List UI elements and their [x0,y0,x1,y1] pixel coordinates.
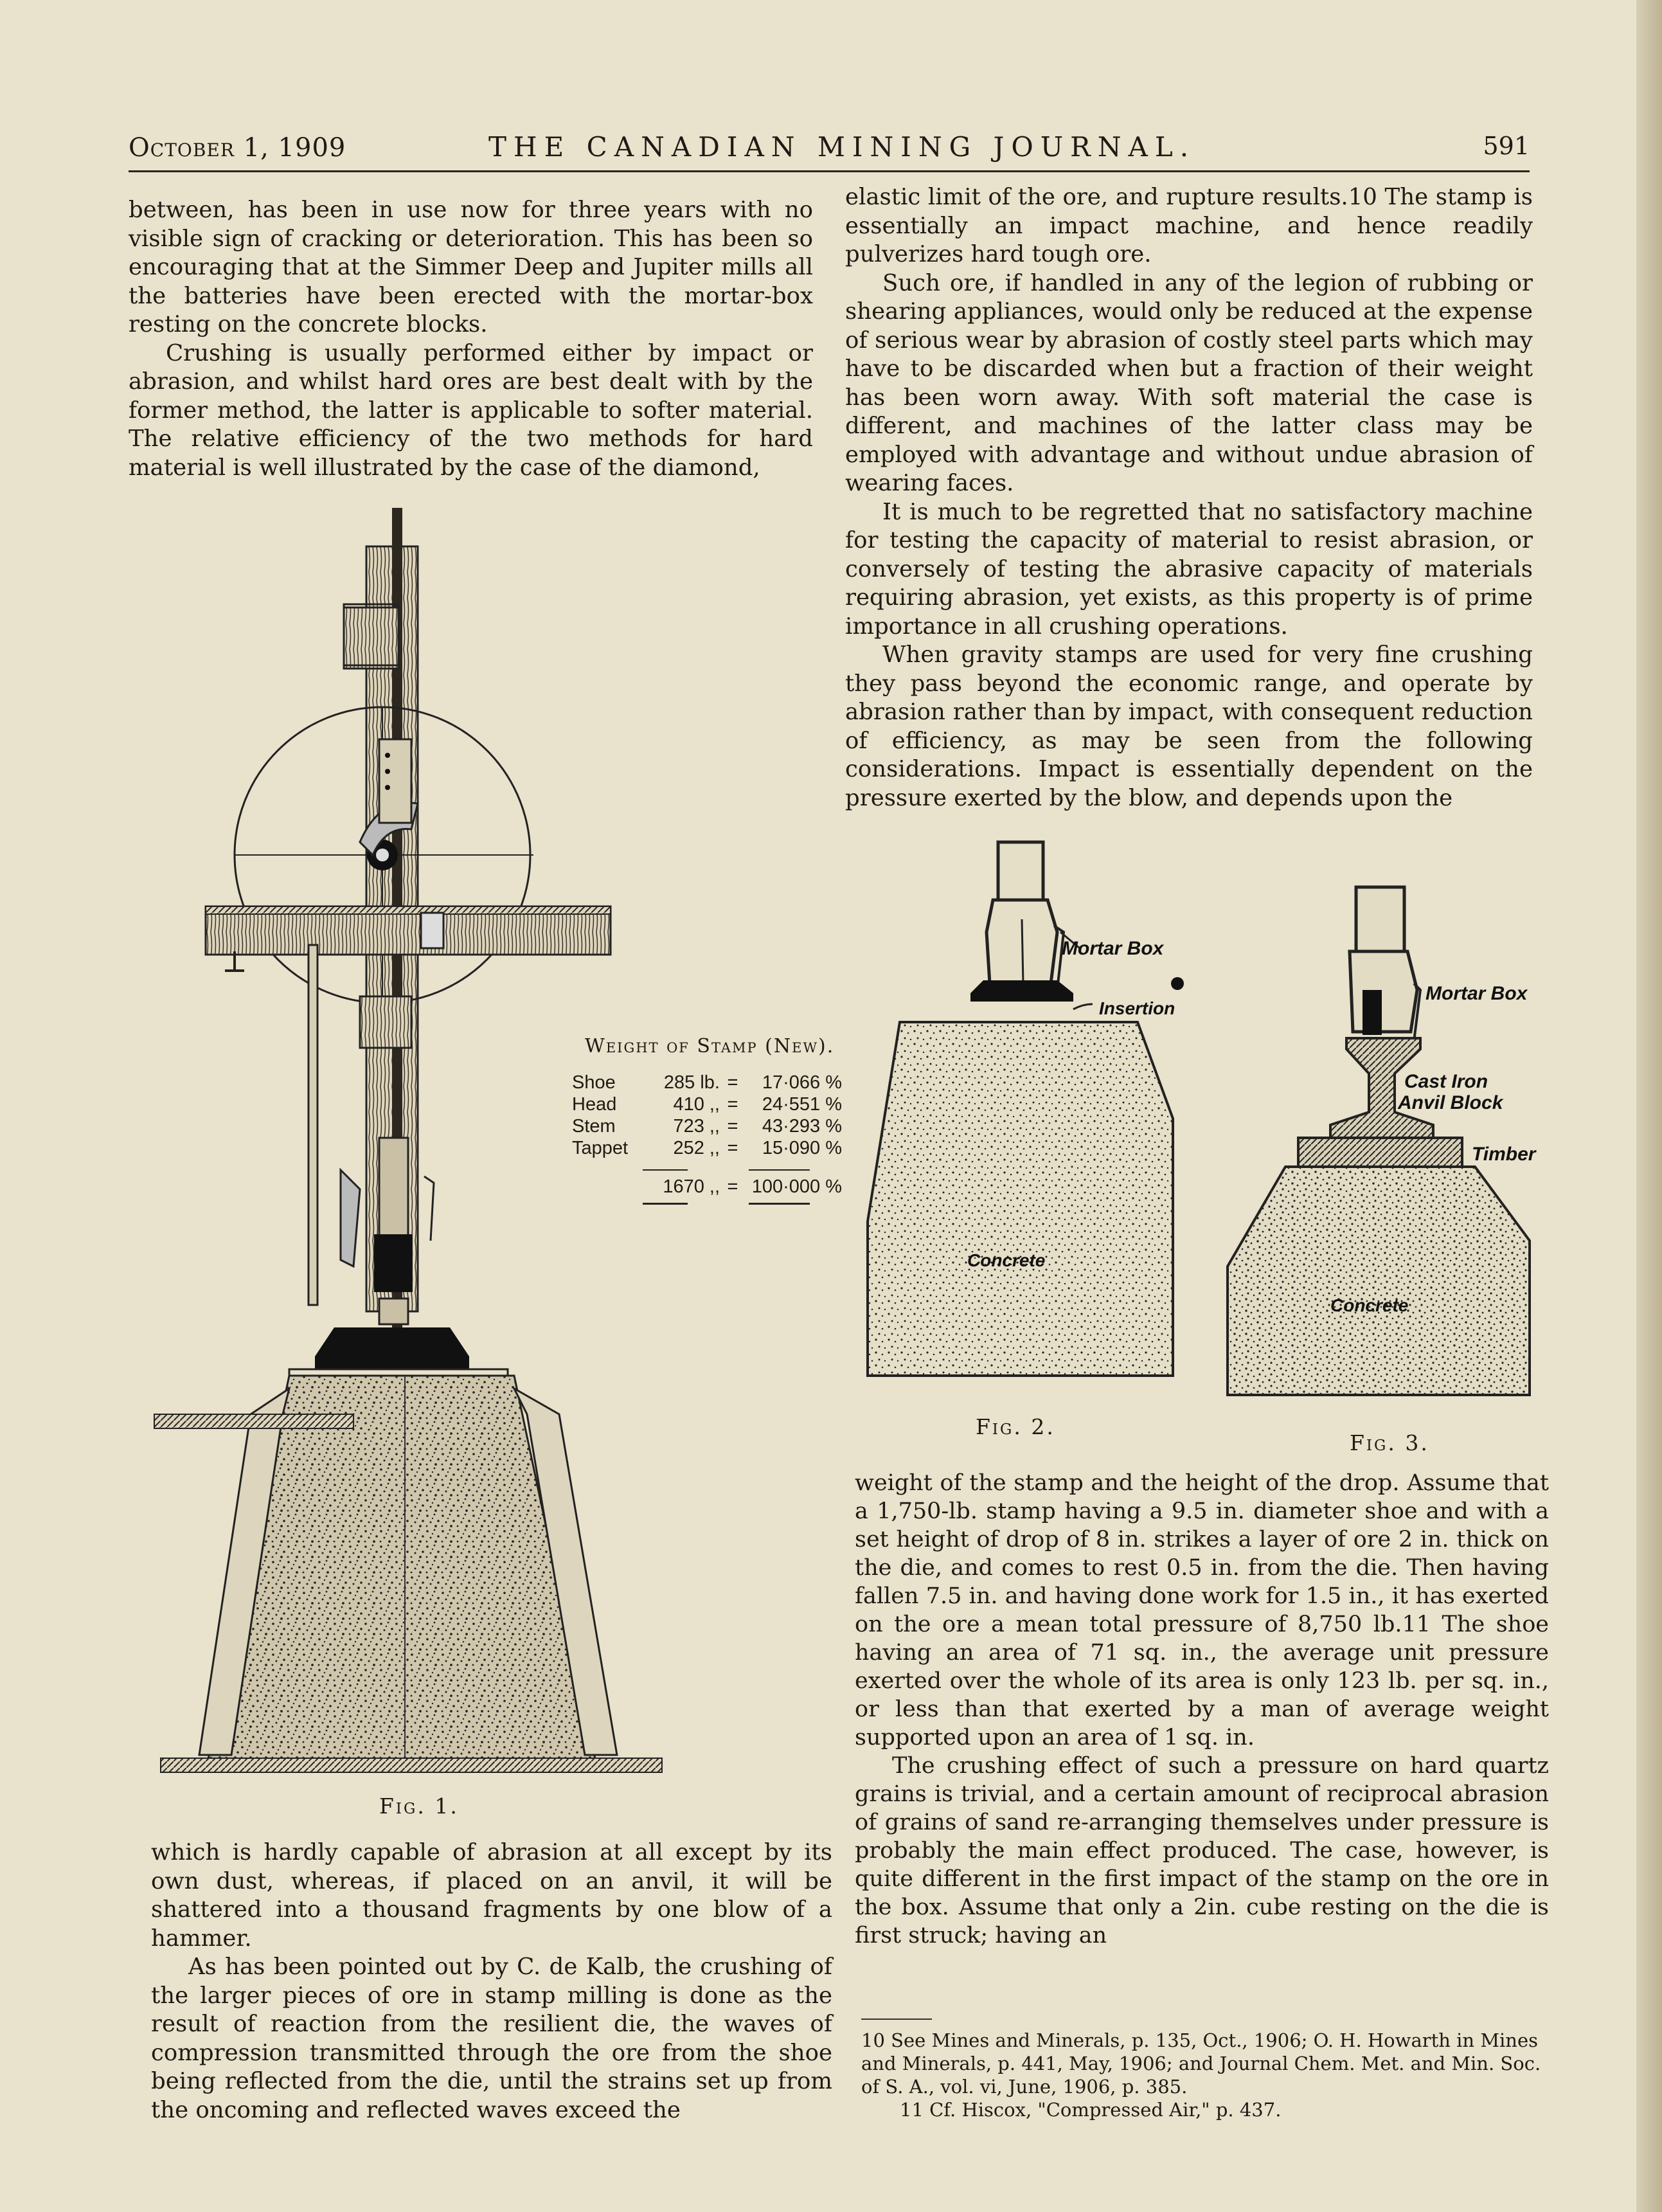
footnote-rule [861,2019,932,2020]
fig3-timber-label: Timber [1472,1144,1536,1165]
part-percent: 43·293 % [762,1116,842,1137]
equals-sign: = [727,1176,738,1197]
running-header [129,112,1530,172]
left-column-top-text [129,196,813,482]
part-name: Head [572,1094,617,1115]
fig3-anvil-label-line1: Cast Iron [1404,1071,1488,1092]
paragraph: Such ore, if handled in any of the legion of rubbing or shearing appliances, would only be reduced at the expense of serious wear by abrasion of costly steel parts which may have to be discarded when but a fraction of their weight has been worn away. With soft material the case is different, and machines of the latter class may be employed with advantage and without undue abrasion of wearing faces. [845,269,1533,496]
table-row [572,1115,842,1137]
fig2-mortar-box-label: Mortar Box [1062,938,1164,959]
table-row [572,1093,842,1115]
page-number: 591 [1483,132,1530,160]
figure-1-caption: Fig. 1. [379,1794,459,1819]
figure-2-caption: Fig. 2. [976,1414,1055,1439]
paragraph: weight of the stamp and the height of the drop. Assume that a 1,750-lb. stamp having a 9.5 in. diameter shoe and with a set height of drop of 8 in. strikes a layer of ore 2 in. thick on the die, and comes to rest 0.5 in. from the die. Then having fallen 7.5 in. and having done work for 1.5 in., it has exerted on the ore a mean total pressure of 8,750 lb.11 The shoe having an area of 71 sq. in., the average unit pressure exerted over the whole of its area is only 123 lb. per sq. in., or less than that exerted by a man of average weight supported upon an area of 1 sq. in. [855,1470,1549,1750]
equals-sign: = [727,1116,738,1137]
total-double-rule [572,1198,842,1210]
part-percent: 15·090 % [762,1138,842,1158]
fig3-concrete-label: Concrete [1330,1295,1409,1315]
equals-sign: = [727,1094,738,1115]
fig3-mortar-box-label: Mortar Box [1425,983,1528,1004]
journal-title: THE CANADIAN MINING JOURNAL. [488,131,1196,163]
figure-2-mortar-box-on-concrete [861,836,1221,1389]
total-percent: 100·000 % [751,1176,842,1197]
table-title: Weight of Stamp (New). [585,1035,835,1057]
issue-date: October 1, 1909 [129,133,346,163]
fig3-anvil-label-line2: Anvil Block [1398,1092,1503,1113]
right-column-top-text [845,183,1533,813]
part-weight: 252 ,, [673,1138,720,1158]
equals-sign: = [727,1138,738,1158]
fig2-concrete-label: Concrete [967,1250,1046,1270]
right-column-bottom-text [855,1469,1549,1950]
part-name: Tappet [572,1138,629,1158]
paragraph: When gravity stamps are used for very fine crushing they pass beyond the economic range, and operate by abrasion rather than by impact, with consequent reduction of efficiency, as may be seen from the following considerations. Impact is essentially dependent on the pressure exerted by the blow, and depends upon the [845,642,1533,811]
left-column-bottom-text [151,1839,832,2125]
table-row [572,1137,842,1159]
part-percent: 17·066 % [762,1072,842,1093]
total-weight: 1670 ,, [663,1176,720,1197]
paragraph: The crushing effect of such a pressure on hard quartz grains is trivial, and a certain amount of reciprocal abrasion of grains of sand re-arranging themselves under pressure is probably the main effect produced. The case, however, is quite different in the first impact of the stamp on the ore in the box. Assume that only a 2in. cube resting on the die is first struck; having an [855,1753,1549,1948]
paragraph: between, has been in use now for three years with no visible sign of cracking or deterioration. This has been so encouraging that at the Simmer Deep and Jupiter mills all the batteries have been erected with the mortar-box resting on the concrete blocks. [129,197,813,337]
part-name: Shoe [572,1072,616,1093]
footnotes [861,2019,1549,2121]
figure-3-caption: Fig. 3. [1350,1430,1429,1455]
table-row [572,1072,842,1093]
paragraph: As has been pointed out by C. de Kalb, the crushing of the larger pieces of ore in stamp milling is done as the result of reaction from the resilient die, the waves of compression transmitted through the ore from the shoe being reflected from the die, until the strains set up from the oncoming and reflected waves exceed the [151,1954,832,2123]
paragraph: elastic limit of the ore, and rupture results.10 The stamp is essentially an impact machine, and hence readily pulverizes hard tough ore. [845,184,1533,267]
fig2-insertion-label: Insertion [1099,998,1175,1018]
paragraph: which is hardly capable of abrasion at all except by its own dust, whereas, if placed on an anvil, it will be shattered into a thousand fragments by one blow of a hammer. [151,1839,832,1952]
page-binding-edge [1636,0,1662,2212]
part-weight: 285 lb. [663,1072,720,1093]
paragraph: It is much to be regretted that no satisfactory machine for testing the capacity of material to resist abrasion, or conversely of testing the abrasive capacity of materials requiring abrasion, yet exists, as this property is of prime importance in all crushing operations. [845,498,1533,640]
footnote-11: 11 Cf. Hiscox, "Compressed Air," p. 437. [900,2099,1282,2121]
figure-3-mortar-box-on-anvil-block [1221,881,1555,1408]
part-percent: 24·551 % [762,1094,842,1115]
equals-sign: = [727,1072,738,1093]
part-weight: 410 ,, [673,1094,720,1115]
paragraph: Crushing is usually performed either by impact or abrasion, and whilst hard ores are best dealt with by the former method, the latter is applicable to softer material. The relative efficiency of the two methods for hard material is well illustrated by the case of the diamond, [129,339,813,481]
part-weight: 723 ,, [673,1116,720,1137]
footnote-10: 10 See Mines and Minerals, p. 135, Oct., 1906; O. H. Howarth in Mines and Minerals, p. 441, May, 1906; and Journal Chem. Met. and Min. Soc. of S. A., vol. vi, June, 1906, p. 385. [861,2029,1541,2098]
weight-of-stamp-table [572,1035,842,1210]
table-total-row [572,1176,842,1198]
part-name: Stem [572,1116,616,1137]
